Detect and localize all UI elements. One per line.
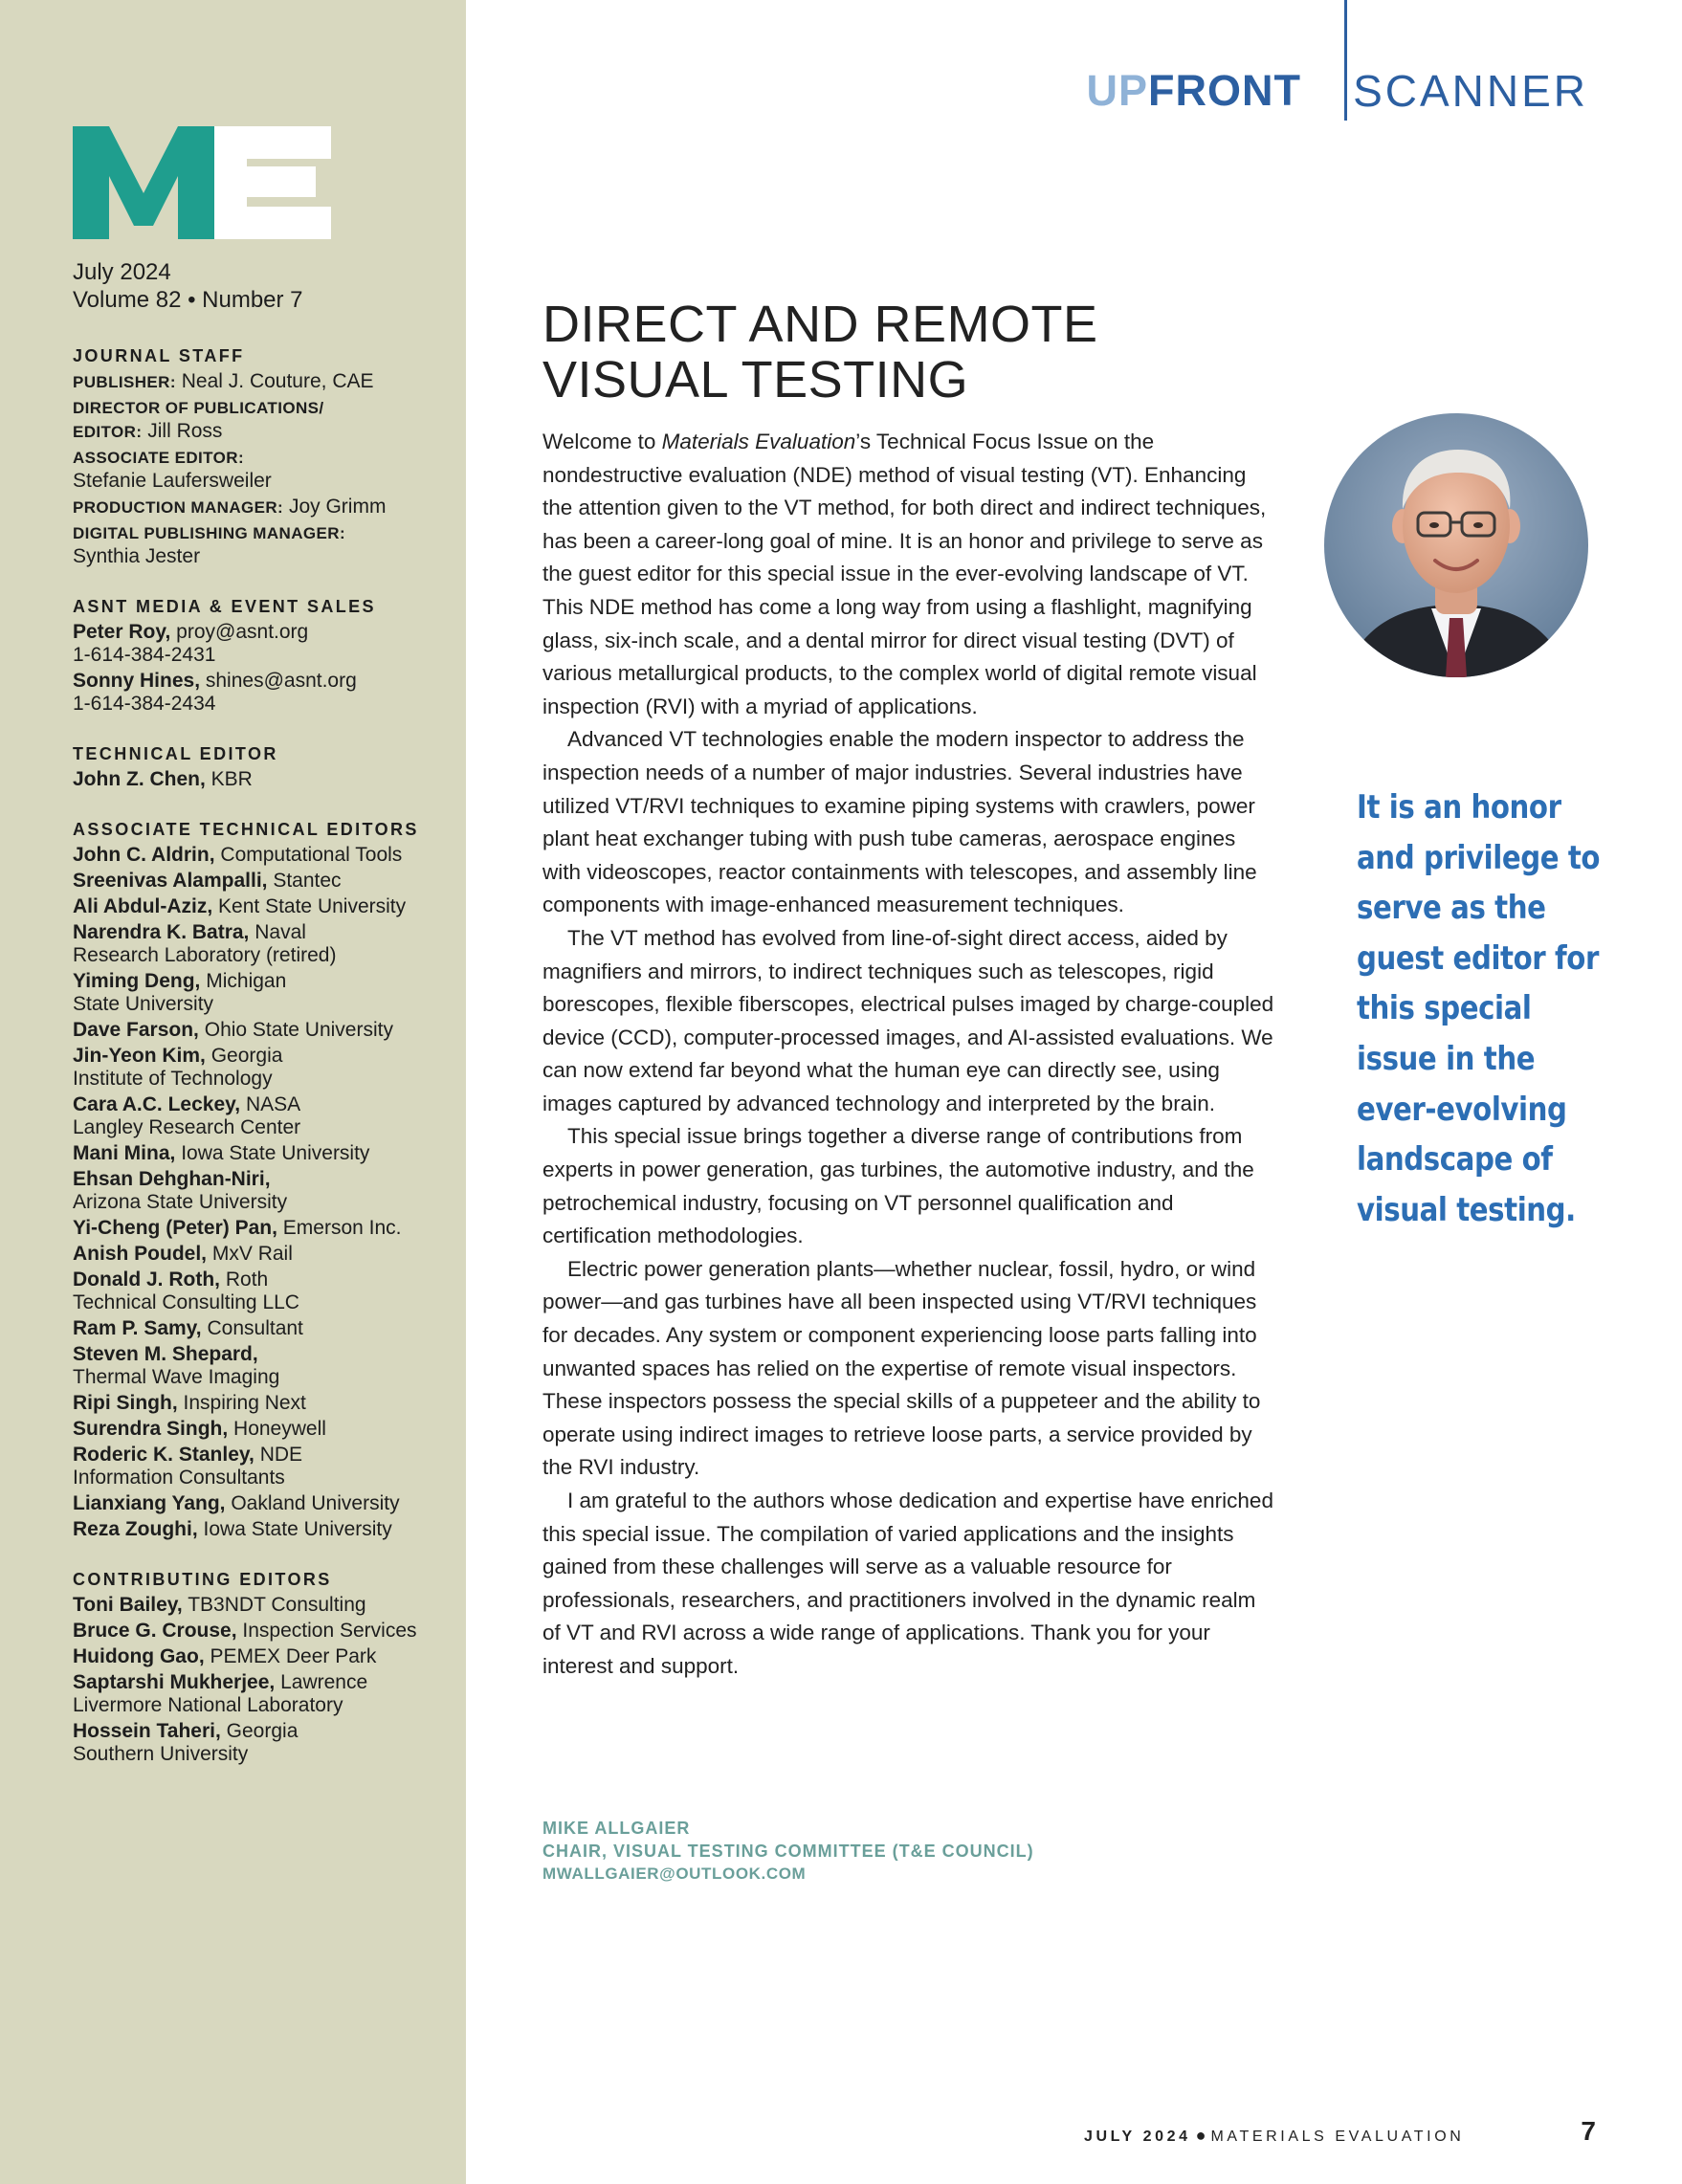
paragraph-text: ’s Technical Focus Issue on the nondestructive evaluation (NDE) method of visual testing (VT). Enhancing the attention given to the VT method, for both direct and indirect techniques, has been a career-long goal of mine. It is an honor and privilege to serve as the guest editor for this special issue in the ever-evolving landscape of VT. This NDE method has come a long way from using a flashlight, magnifying glass, six-inch scale, and a dental mirror for direct visual testing (DVT) of various metallurgical products, to the complex world of digital remote visual inspection (RVI) with a myriad of applications.: [542, 430, 1267, 718]
contact-name: Sonny Hines,: [73, 670, 201, 692]
staff-entry: [73, 397, 455, 444]
person-name: Hossein Taheri,: [73, 1720, 221, 1742]
staff-name: Stefanie Laufersweiler: [73, 470, 272, 492]
person-name: Surendra Singh,: [73, 1418, 229, 1440]
person-affiliation: Technical Consulting LLC: [73, 1291, 299, 1313]
footer-date: JULY 2024: [1084, 2129, 1191, 2145]
person-name: Mani Mina,: [73, 1142, 176, 1164]
author-title: CHAIR, VISUAL TESTING COMMITTEE (T&E COUNCIL): [542, 1842, 1034, 1861]
person-entry: [73, 1720, 455, 1766]
sales-contact: [73, 621, 455, 667]
person-name: Donald J. Roth,: [73, 1268, 220, 1291]
contributing-editors-heading: CONTRIBUTING EDITORS: [73, 1570, 332, 1589]
person-affiliation: Iowa State University: [181, 1142, 370, 1164]
person-affiliation: Information Consultants: [73, 1467, 285, 1489]
page-footer: [1084, 2126, 1464, 2146]
upfront-label-front: FRONT: [1148, 66, 1301, 115]
person-name: Ali Abdul-Aziz,: [73, 895, 213, 917]
staff-name: Neal J. Couture, CAE: [181, 370, 374, 392]
person-entry: [73, 1418, 455, 1441]
person-affiliation: Consultant: [207, 1317, 303, 1339]
me-logo: [73, 126, 331, 239]
person-entry: [73, 1217, 455, 1240]
person-name: Narendra K. Batra,: [73, 921, 250, 943]
person-affiliation: Southern University: [73, 1743, 249, 1765]
person-entry: [73, 895, 455, 918]
person-entry: [73, 844, 455, 867]
person-affiliation: Inspection Services: [242, 1620, 417, 1642]
person-affiliation: Arizona State University: [73, 1191, 288, 1213]
person-entry: [73, 1019, 455, 1042]
sales-list: [73, 621, 455, 716]
staff-entry: [73, 370, 455, 394]
author-email: MWALLGAIER@OUTLOOK.COM: [542, 1864, 807, 1883]
issue-volume: Volume 82 • Number 7: [73, 287, 303, 313]
person-name: Steven M. Shepard,: [73, 1343, 258, 1365]
person-name: Toni Bailey,: [73, 1594, 183, 1616]
article-paragraph: I am grateful to the authors whose dedication and expertise have enriched this special issue. The compilation of varied applications and the insights gained from these challenges will serve as a valuable resource for professionals, researchers, and practitioners involved in the dynamic realm of VT and RVI across a wide range of applications. Thank you for your interest and support.: [542, 1489, 1273, 1678]
person-entry: [73, 1518, 455, 1541]
person-name: Yiming Deng,: [73, 970, 201, 992]
staff-entry: [73, 522, 455, 568]
author-portrait: [1324, 413, 1588, 677]
person-affiliation: Iowa State University: [203, 1518, 392, 1540]
footer-publication: MATERIALS EVALUATION: [1210, 2129, 1465, 2145]
technical-editor-list: [73, 768, 455, 791]
staff-name: Synthia Jester: [73, 545, 201, 567]
author-name: MIKE ALLGAIER: [542, 1819, 691, 1838]
staff-name: Jill Ross: [147, 420, 223, 442]
person-name: Bruce G. Crouse,: [73, 1620, 237, 1642]
masthead-sidebar: [0, 0, 466, 2184]
person-affiliation: TB3NDT Consulting: [188, 1594, 366, 1616]
article-paragraph: Advanced VT technologies enable the modern inspector to address the inspection needs of a number of major industries. Several industries have utilized VT/RVI techniques to examine piping systems with crawlers, power plant heat exchanger tubing with push tube cameras, aerospace engines with videoscopes, reactor containments with telescopes, and assembly line components with image-enhanced measurement techniques.: [542, 727, 1257, 917]
person-affiliation: PEMEX Deer Park: [210, 1645, 377, 1667]
person-entry: [73, 1620, 455, 1643]
person-entry: [73, 1243, 455, 1266]
author-signature: [542, 1817, 1034, 1886]
person-name: Cara A.C. Leckey,: [73, 1093, 241, 1115]
person-affiliation: Institute of Technology: [73, 1068, 273, 1090]
person-entry: [73, 1645, 455, 1668]
upfront-label-up: UP: [1086, 66, 1149, 115]
staff-role: ASSOCIATE EDITOR:: [73, 449, 245, 467]
person-name: Roderic K. Stanley,: [73, 1444, 255, 1466]
article-paragraph: The VT method has evolved from line-of-sight direct access, aided by magnifiers and mirrors, to indirect techniques such as telescopes, rigid borescopes, flexible fiberscopes, electrical pulses imaged by charge-coupled device (CCD), computer-processed images, and AI-assisted evaluations. We can now extend far beyond what the human eye can directly see, using images captured by advanced technology and interpreted by the brain.: [542, 925, 1274, 1115]
page-number: 7: [1581, 2116, 1596, 2146]
header-divider: [1344, 0, 1347, 121]
person-affiliation: Research Laboratory (retired): [73, 944, 337, 966]
person-name: John C. Aldrin,: [73, 844, 215, 866]
person-affiliation: Langley Research Center: [73, 1116, 301, 1138]
person-name: John Z. Chen,: [73, 768, 206, 790]
person-entry: [73, 1671, 455, 1717]
person-affiliation: State University: [73, 993, 214, 1015]
staff-entry: [73, 447, 455, 493]
person-entry: [73, 1093, 455, 1139]
person-name: Sreenivas Alampalli,: [73, 870, 268, 892]
sales-contact: [73, 670, 455, 716]
person-affiliation: Ohio State University: [204, 1019, 393, 1041]
contact-phone: 1-614-384-2434: [73, 693, 216, 715]
staff-role: PUBLISHER:: [73, 373, 176, 391]
scanner-label: SCANNER: [1353, 66, 1588, 116]
person-entry: [73, 921, 455, 967]
article-body: [542, 426, 1279, 1684]
person-affiliation: Honeywell: [233, 1418, 326, 1440]
person-name: Reza Zoughi,: [73, 1518, 198, 1540]
article-paragraph: Electric power generation plants—whether nuclear, fossil, hydro, or wind power—and gas turbines have all been inspected using VT/RVI techniques for decades. Any system or component experiencing loose parts falling into unwanted spaces has relied on the expertise of remote visual inspectors. These inspectors possess the special skills of a puppeteer and the ability to operate using indirect images to retrieve loose parts, a service provided by the RVI industry.: [542, 1256, 1261, 1480]
article-paragraph: [542, 426, 1279, 723]
person-affiliation: Stantec: [273, 870, 342, 892]
pull-quote: It is an honor and privilege to serve as the guest editor for this special issue in the ever-evolving landscape of visual testing.: [1357, 788, 1601, 1229]
technical-editor-heading: TECHNICAL EDITOR: [73, 744, 278, 763]
person-entry: [73, 1045, 455, 1091]
staff-name: Joy Grimm: [288, 496, 387, 518]
staff-role: EDITOR:: [73, 423, 143, 441]
person-entry: [73, 1492, 455, 1515]
person-affiliation: Georgia: [226, 1720, 299, 1742]
person-entry: [73, 1317, 455, 1340]
person-entry: [73, 1268, 455, 1314]
person-name: Ripi Singh,: [73, 1392, 178, 1414]
staff-entry: [73, 496, 455, 519]
person-affiliation: Computational Tools: [220, 844, 403, 866]
person-affiliation: Naval: [255, 921, 306, 943]
assoc-tech-editors-heading: ASSOCIATE TECHNICAL EDITORS: [73, 820, 419, 839]
person-name: Saptarshi Mukherjee,: [73, 1671, 276, 1693]
assoc-tech-editors-list: [73, 844, 455, 1541]
contact-name: Peter Roy,: [73, 621, 171, 643]
issue-info: [73, 258, 303, 314]
issue-date: July 2024: [73, 259, 171, 285]
person-entry: [73, 1142, 455, 1165]
person-entry: [73, 1168, 455, 1214]
publication-name: Materials Evaluation: [661, 430, 856, 453]
person-entry: [73, 1392, 455, 1415]
article-title-line1: DIRECT AND REMOTE: [542, 296, 1098, 353]
person-entry: [73, 970, 455, 1016]
person-affiliation: KBR: [210, 768, 253, 790]
person-affiliation: NDE: [259, 1444, 303, 1466]
person-affiliation: Emerson Inc.: [282, 1217, 402, 1239]
paragraph-text: Welcome to: [542, 430, 662, 453]
person-name: Jin-Yeon Kim,: [73, 1045, 206, 1067]
person-entry: [73, 1343, 455, 1389]
person-affiliation: Kent State University: [218, 895, 407, 917]
contact-phone: 1-614-384-2431: [73, 644, 216, 666]
contact-email: proy@asnt.org: [176, 621, 309, 643]
person-affiliation: Oakland University: [231, 1492, 400, 1514]
person-entry: [73, 768, 455, 791]
staff-role: PRODUCTION MANAGER:: [73, 498, 284, 517]
person-name: Ram P. Samy,: [73, 1317, 202, 1339]
person-affiliation: Georgia: [210, 1045, 283, 1067]
staff-listing: [73, 344, 455, 1793]
person-name: Yi-Cheng (Peter) Pan,: [73, 1217, 277, 1239]
person-name: Dave Farson,: [73, 1019, 199, 1041]
contributing-editors-list: [73, 1594, 455, 1766]
upfront-label: [1087, 67, 1302, 115]
person-affiliation: MxV Rail: [211, 1243, 293, 1265]
article-title-line2: VISUAL TESTING: [542, 351, 969, 408]
person-name: Ehsan Dehghan-Niri,: [73, 1168, 271, 1190]
person-affiliation: Lawrence: [280, 1671, 368, 1693]
journal-staff-heading: JOURNAL STAFF: [73, 346, 245, 365]
person-affiliation: Michigan: [206, 970, 287, 992]
person-entry: [73, 1444, 455, 1489]
sales-heading: ASNT MEDIA & EVENT SALES: [73, 597, 376, 616]
person-entry: [73, 870, 455, 893]
person-name: Lianxiang Yang,: [73, 1492, 226, 1514]
contact-email: shines@asnt.org: [205, 670, 357, 692]
staff-role: DIRECTOR OF PUBLICATIONS/: [73, 399, 324, 417]
person-entry: [73, 1594, 455, 1617]
person-name: Huidong Gao,: [73, 1645, 205, 1667]
journal-staff-list: [73, 370, 455, 568]
article-title: [542, 297, 1098, 408]
person-affiliation: Livermore National Laboratory: [73, 1694, 343, 1716]
staff-role: DIGITAL PUBLISHING MANAGER:: [73, 524, 345, 542]
person-affiliation: Roth: [225, 1268, 269, 1291]
person-affiliation: NASA: [245, 1093, 301, 1115]
bullet-icon: ●: [1195, 2126, 1206, 2145]
person-affiliation: Thermal Wave Imaging: [73, 1366, 280, 1388]
person-affiliation: Inspiring Next: [183, 1392, 306, 1414]
person-name: Anish Poudel,: [73, 1243, 208, 1265]
article-paragraph: This special issue brings together a diverse range of contributions from experts in power generation, gas turbines, the automotive industry, and the petrochemical industry, focusing on VT personnel qualification and certification methodologies.: [542, 1124, 1254, 1248]
